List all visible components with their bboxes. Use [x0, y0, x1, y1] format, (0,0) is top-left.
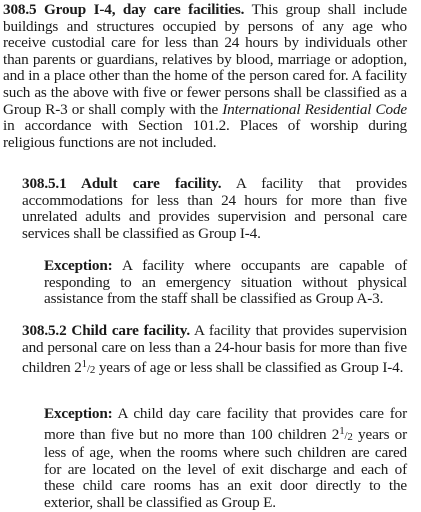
fraction-numerator: 1	[339, 424, 345, 437]
section-308-5-paragraph	[3, 2, 407, 151]
section-308-5-body-start: This group shall include buildings and structures occupied by persons of any age who receive custodial care for less than 24 hours by individuals other than parents or guardians, relatives by blood, marriage or adoption, and in a place other than the home of the person cared for. A facility such as the above with five or fewer persons shall be classified as a Group R-3 or shall comply with the	[3, 1, 407, 118]
section-308-5-1-heading: 308.5.1 Adult care facility.	[22, 175, 222, 192]
one-half-fraction	[339, 424, 353, 443]
section-308-5-1-paragraph	[22, 176, 407, 242]
section-308-5-body-end: in accordance with Section 101.2. Places of worship during religious functions are not included.	[3, 117, 407, 151]
fraction-numerator: 1	[81, 358, 87, 371]
fraction-slash: /	[344, 429, 348, 442]
section-308-5-1-body: A facility that provides accommodations for less than 24 hours for more than five unrelated adults and provides supervision and personal care services shall be classified as Group I-4.	[22, 175, 407, 242]
section-308-5-2-body-end: years of age or less shall be classified as Group I-4.	[95, 359, 404, 377]
fraction-slash: /	[86, 363, 90, 376]
section-308-5-2-heading: 308.5.2 Child care facility.	[22, 322, 190, 339]
section-308-5-2-exception-body-end: years or less of age, when the rooms where such children are cared for are located on the level of exit discharge and each of these child care rooms has an exit door directly to the exterior, shall be classified as Group E.	[44, 425, 407, 511]
section-308-5-2-exception-label: Exception:	[44, 405, 113, 422]
section-308-5-1-exception-body: A facility where occupants are capable of responding to an emergency situation without physical assistance from the staff shall be classified as Group A-3.	[44, 257, 407, 308]
section-308-5-2-body-start: A facility that provides supervision and personal care on less than a 24-hour basis for more than five children 2	[22, 322, 407, 377]
fraction-denominator: 2	[347, 430, 353, 443]
section-308-5-heading: 308.5 Group I-4, day care facilities.	[3, 1, 245, 18]
fraction-denominator: 2	[89, 364, 96, 377]
section-308-5-2-paragraph	[22, 323, 407, 379]
section-308-5-1-exception-label: Exception:	[44, 257, 113, 274]
section-308-5-1-exception	[44, 258, 407, 308]
international-residential-code-reference: International Residential Code	[222, 100, 407, 118]
section-308-5-2-exception	[44, 406, 407, 512]
section-308-5-2-exception-body-start: A child day care facility that provides care for more than five but no more than 100 children 2	[44, 405, 407, 443]
one-half-fraction	[81, 358, 96, 377]
